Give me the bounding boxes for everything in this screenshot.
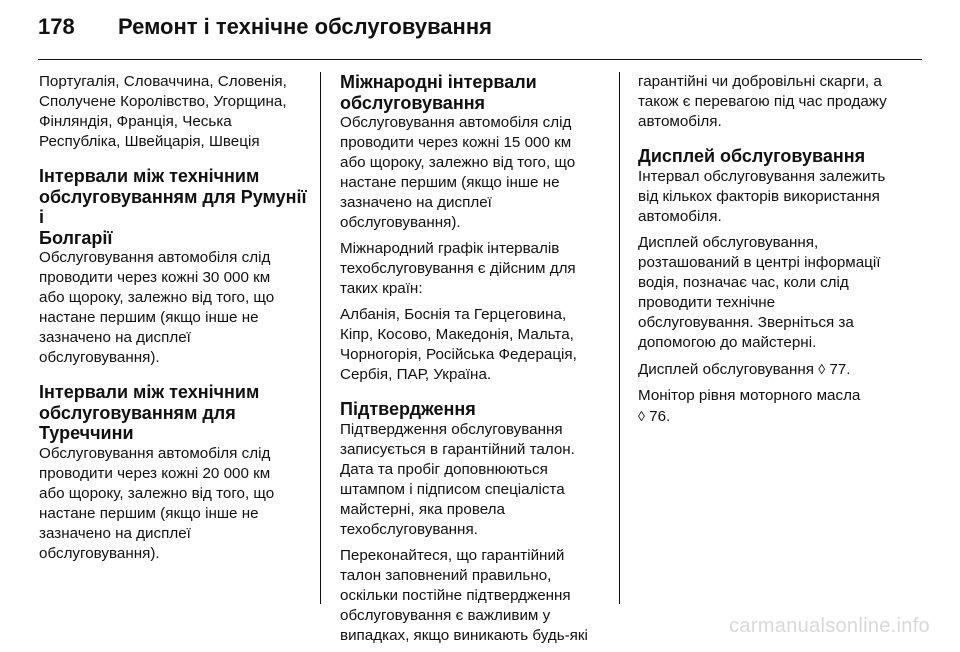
text-line: Обслуговування автомобіля слід — [39, 444, 271, 462]
text-line: Сполучене Королівство, Угорщина, — [39, 93, 287, 110]
text-line: Республіка, Швейцарія, Швеція — [39, 133, 260, 150]
text-line: Албанія, Боснія та Герцеговина, — [340, 306, 567, 323]
heading-international-intervals — [340, 72, 612, 113]
text-line: автомобіля. — [638, 207, 722, 225]
text-line: також є перевагою під час продажу — [638, 93, 887, 110]
text-line: Кіпр, Косово, Македонія, Мальта, — [340, 326, 574, 343]
text-line: або щороку, залежно від того, що — [39, 289, 275, 306]
ref-page: 76. — [649, 407, 671, 425]
ref-text: Монітор рівня моторного масла — [638, 386, 861, 404]
text-line: Дисплей обслуговування — [638, 146, 866, 166]
paragraph-countries — [340, 305, 612, 385]
text-line: Обслуговування автомобіля слід — [340, 114, 572, 131]
text-line: Португалія, Словаччина, Словенія, — [39, 73, 287, 90]
paragraph-check-card — [340, 546, 612, 646]
text-line: гарантійні чи добровільні скарги, а — [638, 73, 882, 90]
watermark: carmanualsonline.info — [729, 615, 930, 637]
text-line: настане першим (якщо інше не — [39, 309, 259, 326]
text-line: Підтвердження — [340, 399, 476, 419]
text-line: проводити через кожні 20 000 км — [39, 464, 271, 482]
text-line: Сербія, ПАР, Україна. — [340, 366, 492, 383]
heading-romania-bulgaria — [39, 166, 311, 248]
paragraph-turkey — [39, 444, 311, 564]
page-ref-arrow-icon: ◊ — [638, 407, 645, 424]
text-line: Дисплей обслуговування, — [638, 233, 819, 251]
text-line: настане першим (якщо інше не — [39, 504, 259, 522]
heading-confirmation — [340, 399, 612, 420]
page-ref-arrow-icon: ◊ — [818, 360, 826, 377]
header-rule — [38, 59, 922, 60]
column-divider-2 — [619, 72, 620, 604]
text-line: Міжнародний графік інтервалів — [340, 240, 560, 257]
text-line: Міжнародні інтервали — [340, 72, 537, 92]
text-line: настане першим (якщо інше не — [340, 174, 560, 191]
text-line: обслуговуванням для — [39, 402, 236, 423]
text-line: записується в гарантійний талон. — [340, 440, 575, 458]
text-line: оскільки постійне підтвердження — [340, 586, 571, 604]
text-line: обслуговування. Зверніться за — [638, 313, 854, 331]
paragraph-display-location — [638, 233, 910, 353]
text-line: обслуговуванням для Румунії і — [39, 186, 307, 227]
paragraph-romania-bulgaria — [39, 248, 311, 368]
text-line: проводити через кожні 15 000 км — [340, 134, 572, 151]
intro-paragraph — [39, 72, 311, 152]
text-line: обслуговування). — [39, 544, 160, 562]
ref-text: Дисплей обслуговування — [638, 360, 814, 378]
text-line: Інтервали між технічним — [39, 382, 260, 402]
paragraph-continuation — [638, 72, 910, 132]
text-line: зазначено на дисплеї — [340, 194, 492, 211]
page-title: Ремонт і технічне обслуговування — [118, 14, 492, 39]
text-line: зазначено на дисплеї — [39, 329, 191, 346]
text-line: обслуговування). — [39, 349, 160, 366]
text-line: техобслуговування є дійсним для — [340, 260, 576, 277]
text-line: водія, позначає час, коли слід — [638, 273, 849, 291]
cross-reference-oil-monitor[interactable] — [638, 386, 910, 427]
text-line: обслуговування — [340, 92, 486, 113]
text-line: зазначено на дисплеї — [39, 524, 191, 542]
text-line: Туреччини — [39, 423, 134, 443]
text-line: проводити через кожні 30 000 км — [39, 269, 271, 286]
text-line: Болгарії — [39, 227, 113, 248]
text-line: таких країн: — [340, 280, 423, 297]
text-line: обслуговування). — [340, 214, 461, 231]
text-line: Підтвердження обслуговування — [340, 420, 563, 438]
cross-reference-service-display[interactable] — [638, 359, 910, 380]
heading-turkey — [39, 382, 311, 444]
column-3 — [638, 72, 910, 433]
text-line: Фінляндія, Франція, Чеська — [39, 113, 232, 130]
paragraph-schedule — [340, 239, 612, 299]
text-line: Дата та пробіг доповнюються — [340, 460, 548, 478]
page-header — [38, 14, 922, 50]
text-line: Обслуговування автомобіля слід — [39, 249, 271, 266]
text-line: автомобіля. — [638, 113, 722, 130]
text-line: або щороку, залежно від того, що — [340, 154, 576, 171]
text-line: Інтервал обслуговування залежить — [638, 167, 886, 185]
text-line: талон заповнений правильно, — [340, 566, 552, 584]
text-line: майстерні, яка провела — [340, 500, 505, 518]
text-line: штампом і підписом спеціаліста — [340, 480, 565, 498]
text-line: Інтервали між технічним — [39, 166, 260, 186]
column-1 — [39, 72, 311, 570]
text-line: техобслуговування. — [340, 520, 478, 538]
text-line: розташований в центрі інформації — [638, 253, 881, 271]
column-divider-1 — [320, 72, 321, 604]
text-line: або щороку, залежно від того, що — [39, 484, 275, 502]
text-line: обслуговування є важливим у — [340, 606, 551, 624]
text-line: випадках, якщо виникають будь-які — [340, 626, 588, 644]
column-2 — [340, 72, 612, 652]
text-line: Переконайтеся, що гарантійний — [340, 546, 565, 564]
paragraph-display-interval — [638, 167, 910, 227]
paragraph-international-intervals — [340, 113, 612, 233]
text-line: допомогою до майстерні. — [638, 333, 817, 351]
ref-page: 77. — [829, 360, 851, 378]
text-line: від кількох факторів використання — [638, 187, 880, 205]
heading-service-display — [638, 146, 910, 167]
paragraph-confirmation — [340, 420, 612, 540]
text-line: Чорногорія, Російська Федерація, — [340, 346, 577, 363]
page-number: 178 — [38, 14, 75, 39]
text-line: проводити технічне — [638, 293, 776, 311]
